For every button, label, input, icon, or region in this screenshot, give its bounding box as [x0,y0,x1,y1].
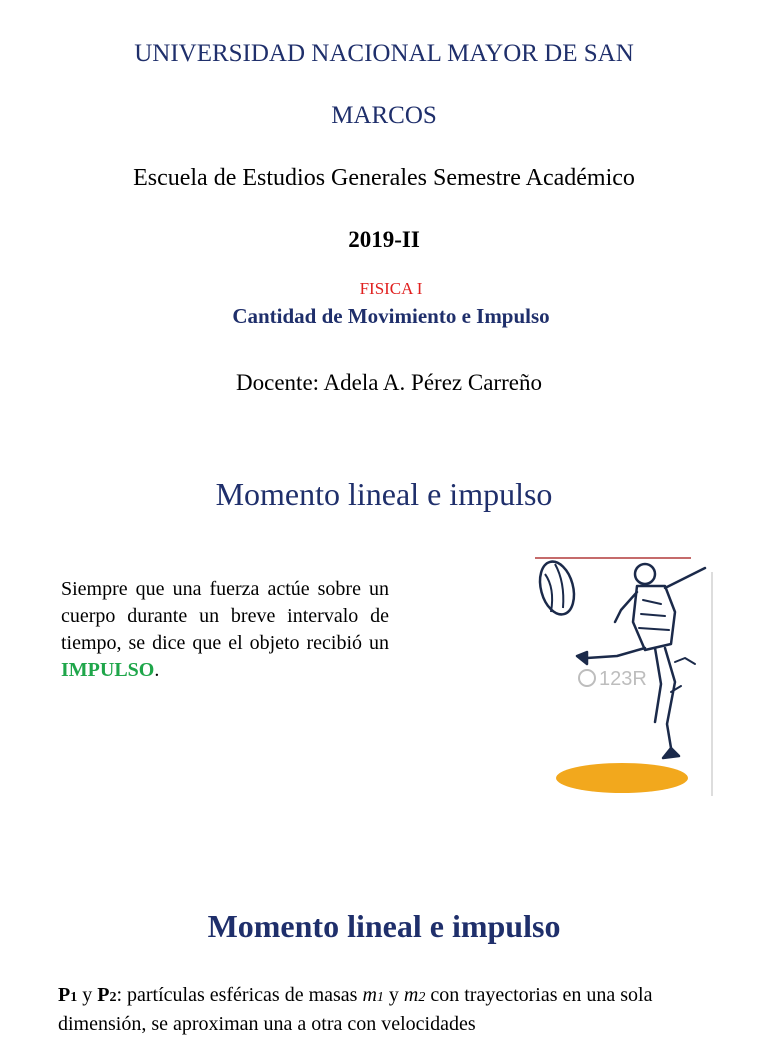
particles-paragraph: P1 y P2: partículas esféricas de masas m1 y m2 con trayectorias en una sola dimensión, se aproximan una a otra con velocidades [58,984,653,1035]
svg-text:123R: 123R [599,668,647,690]
university-name-line2: MARCOS [331,102,437,129]
course-name: FISICA I [359,279,423,298]
m2-label: m2 [403,984,426,1006]
impulse-paragraph [61,576,389,684]
paragraph-end: . [154,659,160,681]
teacher-line: Docente: Adela A. Pérez Carreño [236,370,542,395]
semester: 2019-II [348,227,420,252]
p1-label: P1 [58,984,78,1006]
m1-label: m1 [362,984,384,1006]
impulse-highlight: IMPULSO [61,659,155,681]
rugby-ball-icon [535,558,580,618]
paragraph-text: Siempre que una fuerza actúe sobre un cuerpo durante un breve intervalo de tiempo, se dice que el objeto recibió un [61,578,389,654]
p2-label: P2 [97,984,117,1006]
section-title: Momento lineal e impulso [215,476,553,512]
university-name-line1: UNIVERSIDAD NACIONAL MAYOR DE SAN [134,40,634,67]
rugby-player-illustration [525,552,715,798]
ground-shadow [556,763,688,793]
school-line: Escuela de Estudios Generales Semestre Académico [133,165,635,191]
section2-title: Momento lineal e impulso [207,908,561,944]
watermark [579,668,647,690]
topic-title: Cantidad de Movimiento e Impulso [232,304,550,328]
player-figure [577,564,705,758]
